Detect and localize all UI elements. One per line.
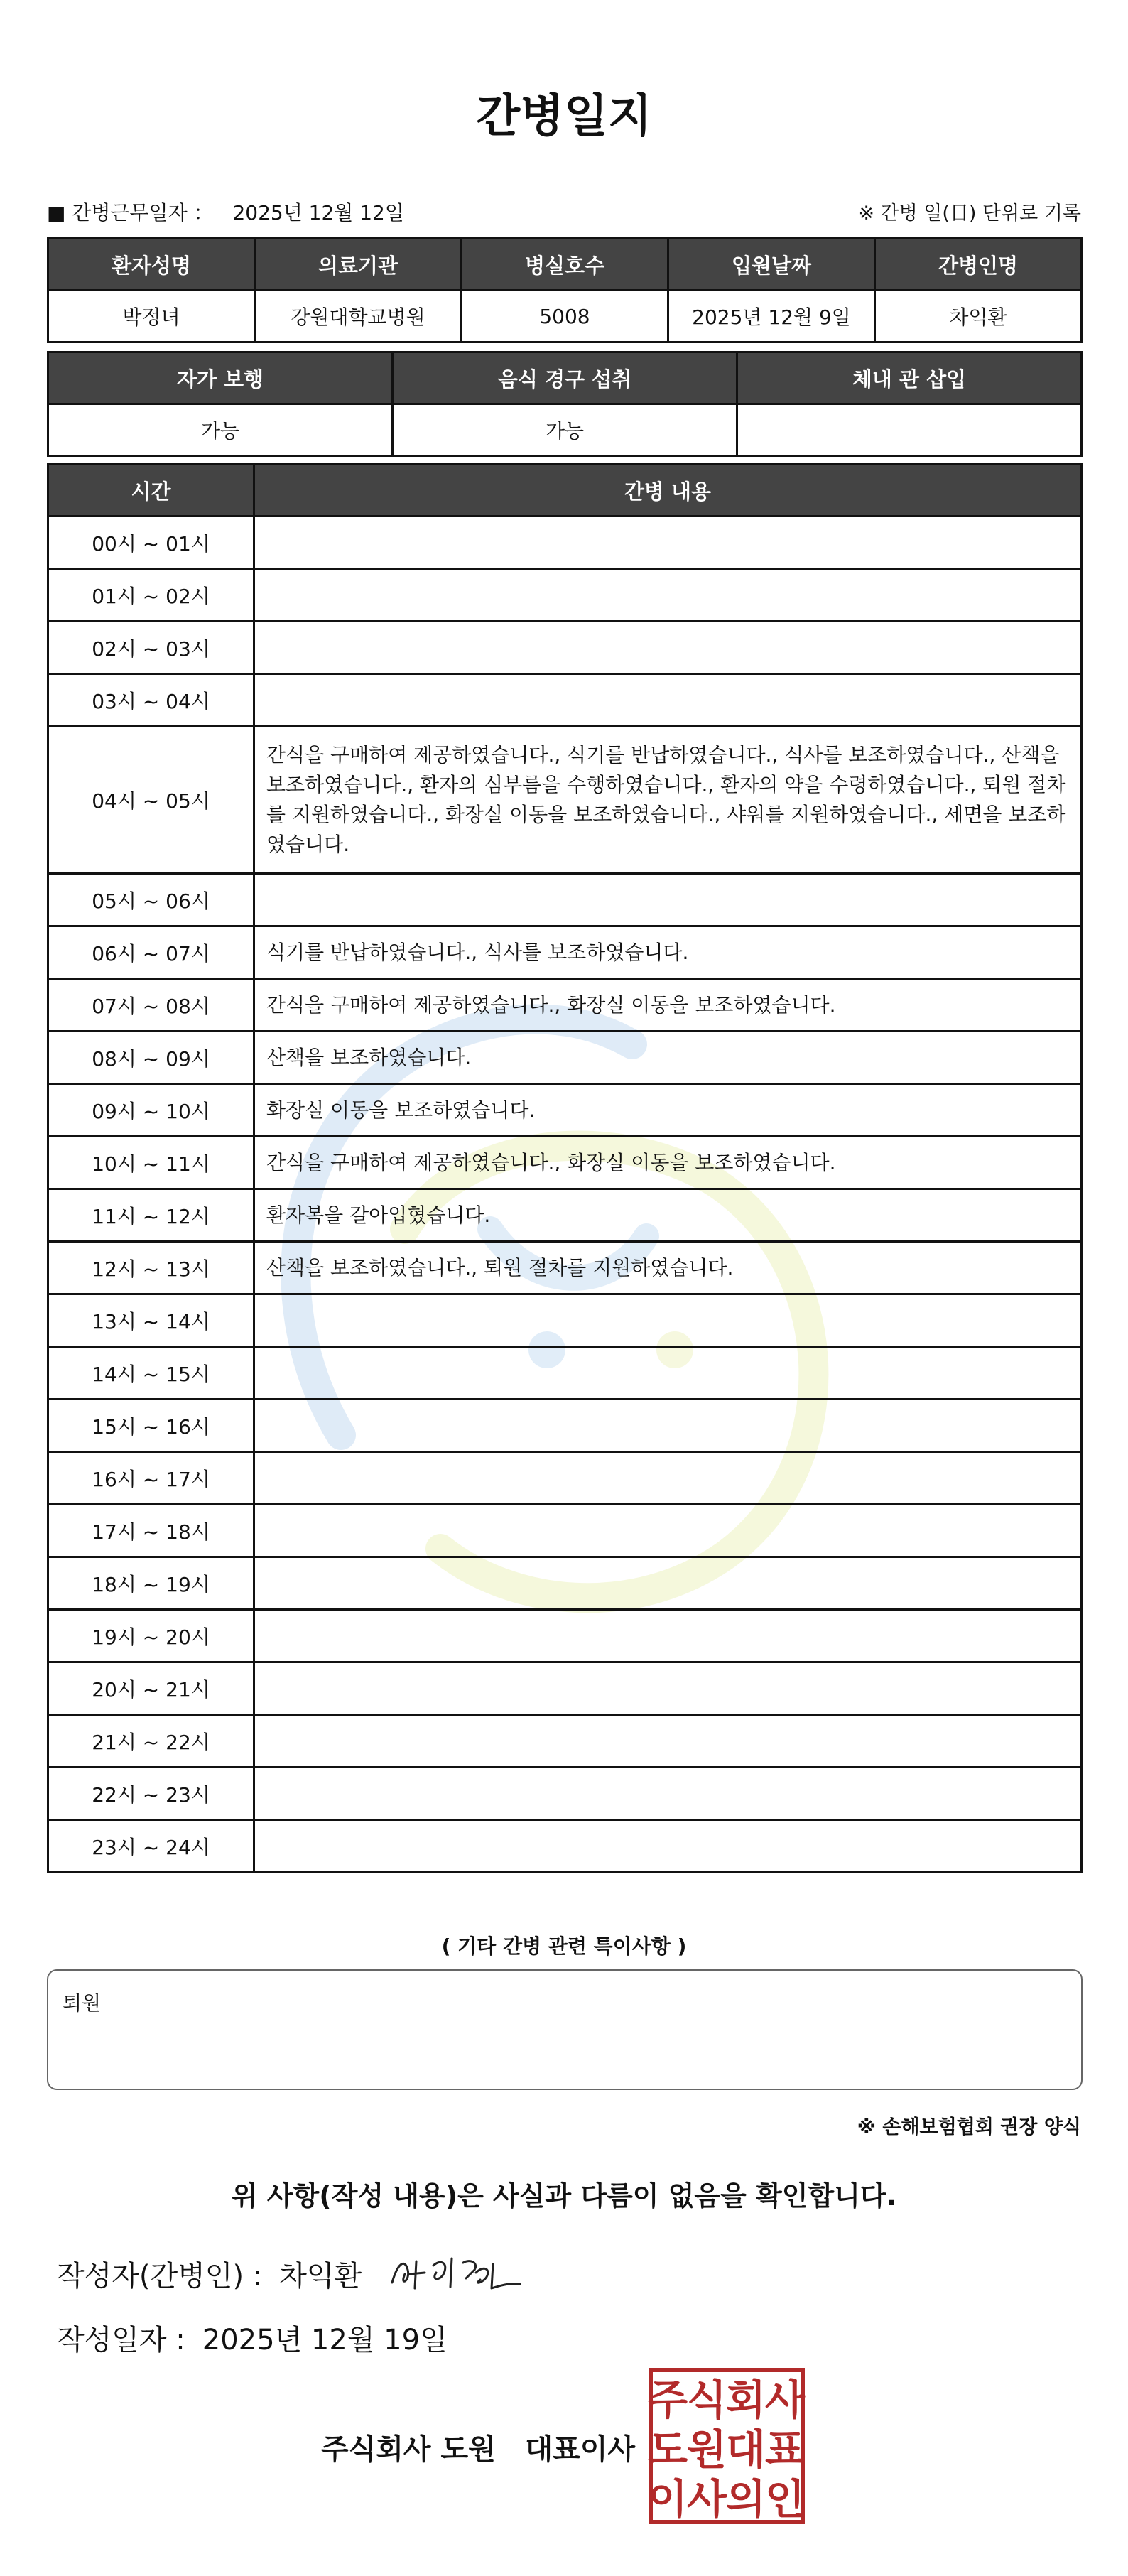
table-row (48, 1505, 1082, 1557)
time-slot: 06시 ~ 07시 (48, 926, 254, 979)
self-walking-value: 가능 (48, 404, 393, 456)
header-care-content: 간병 내용 (254, 465, 1082, 516)
seal-character: 도 (647, 2425, 688, 2474)
time-slot: 01시 ~ 02시 (48, 569, 254, 622)
care-content: 산책을 보조하였습니다. (254, 1032, 1082, 1084)
table-row (48, 1189, 1082, 1242)
time-slot: 04시 ~ 05시 (48, 727, 254, 874)
care-content (254, 1610, 1082, 1662)
care-content (254, 1505, 1082, 1557)
seal-character: 이 (647, 2475, 688, 2523)
care-content: 간식을 구매하여 제공하였습니다., 화장실 이동을 보조하였습니다. (254, 1137, 1082, 1189)
table-row (48, 1610, 1082, 1662)
writer-label: 작성자(간병인) : (57, 2260, 263, 2293)
writer-line (57, 2253, 362, 2294)
time-slot: 10시 ~ 11시 (48, 1137, 254, 1189)
written-date-value: 2025년 12월 19일 (202, 2324, 448, 2356)
time-slot: 23시 ~ 24시 (48, 1820, 254, 1873)
time-slot: 20시 ~ 21시 (48, 1662, 254, 1715)
patient-name: 박정녀 (48, 291, 255, 342)
care-content (254, 674, 1082, 727)
seal-character: 원 (686, 2425, 727, 2474)
time-slot: 21시 ~ 22시 (48, 1715, 254, 1768)
table-row (48, 674, 1082, 727)
care-log-table (47, 463, 1083, 1873)
time-slot: 05시 ~ 06시 (48, 874, 254, 926)
seal-character: 대 (725, 2425, 766, 2474)
care-content: 환자복을 갈아입혔습니다. (254, 1189, 1082, 1242)
room-number: 5008 (462, 291, 668, 342)
time-slot: 14시 ~ 15시 (48, 1347, 254, 1400)
table-row (48, 622, 1082, 674)
seal-character: 회 (725, 2376, 766, 2424)
care-content (254, 516, 1082, 569)
table-row (48, 1294, 1082, 1347)
table-row (48, 1452, 1082, 1505)
time-slot: 00시 ~ 01시 (48, 516, 254, 569)
care-content (254, 622, 1082, 674)
written-date-label: 작성일자 : (57, 2324, 185, 2356)
table-row (48, 1715, 1082, 1768)
care-content: 간식을 구매하여 제공하였습니다., 화장실 이동을 보조하였습니다. (254, 979, 1082, 1032)
care-content (254, 1820, 1082, 1873)
header-tube-insertion: 체내 관 삽입 (737, 352, 1082, 404)
header-self-walking: 자가 보행 (48, 352, 393, 404)
form-note: ※ 손해보험협회 권장 양식 (857, 2116, 1081, 2138)
table-row (48, 1768, 1082, 1820)
table-row (48, 1137, 1082, 1189)
work-date-label: ■ 간병근무일자 ： (47, 201, 214, 224)
unit-note: ※ 간병 일(日) 단위로 기록 (858, 202, 1081, 224)
time-slot: 12시 ~ 13시 (48, 1242, 254, 1294)
care-content: 식기를 반납하였습니다., 식사를 보조하였습니다. (254, 926, 1082, 979)
table-row (48, 1820, 1082, 1873)
header-patient-name: 환자성명 (48, 239, 255, 291)
special-notes-text: 퇴원 (63, 1991, 102, 2015)
table-row (48, 1662, 1082, 1715)
table-row (48, 1032, 1082, 1084)
care-content: 산책을 보조하였습니다., 퇴원 절차를 지원하였습니다. (254, 1242, 1082, 1294)
signature (384, 2241, 526, 2298)
seal-character: 주 (647, 2376, 688, 2424)
company-representative: 주식회사 도원 대표이사 (321, 2433, 636, 2466)
caregiver-name: 차익환 (875, 291, 1082, 342)
table-row (48, 1084, 1082, 1137)
header-oral-intake: 음식 경구 섭취 (393, 352, 737, 404)
document-title: 간병일지 (476, 90, 652, 143)
table-row (48, 1242, 1082, 1294)
care-content: 화장실 이동을 보조하였습니다. (254, 1084, 1082, 1137)
header-time: 시간 (48, 465, 254, 516)
seal-character: 식 (686, 2376, 727, 2424)
table-row (48, 727, 1082, 874)
admission-date: 2025년 12월 9일 (668, 291, 875, 342)
seal-character: 의 (725, 2475, 766, 2523)
care-content (254, 1347, 1082, 1400)
hospital-name: 강원대학교병원 (255, 291, 462, 342)
header-room: 병실호수 (462, 239, 668, 291)
care-content (254, 1557, 1082, 1610)
time-slot: 16시 ~ 17시 (48, 1452, 254, 1505)
care-content (254, 1294, 1082, 1347)
writer-name: 차익환 (279, 2260, 362, 2293)
seal-character: 표 (764, 2425, 806, 2474)
time-slot: 17시 ~ 18시 (48, 1505, 254, 1557)
work-date (47, 197, 404, 226)
time-slot: 13시 ~ 14시 (48, 1294, 254, 1347)
table-row (48, 1400, 1082, 1452)
table-row (48, 516, 1082, 569)
confirmation-statement: 위 사항(작성 내용)은 사실과 다름이 없음을 확인합니다. (231, 2180, 897, 2212)
time-slot: 07시 ~ 08시 (48, 979, 254, 1032)
table-row (48, 874, 1082, 926)
header-admission-date: 입원날짜 (668, 239, 875, 291)
header-caregiver: 간병인명 (875, 239, 1082, 291)
seal-character: 인 (764, 2475, 806, 2523)
special-notes-title: ( 기타 간병 관련 특이사항 ) (441, 1934, 687, 1958)
patient-info-table (47, 237, 1083, 343)
care-content (254, 1662, 1082, 1715)
header-hospital: 의료기관 (255, 239, 462, 291)
time-slot: 08시 ~ 09시 (48, 1032, 254, 1084)
care-content (254, 1715, 1082, 1768)
care-content (254, 569, 1082, 622)
time-slot: 09시 ~ 10시 (48, 1084, 254, 1137)
time-slot: 18시 ~ 19시 (48, 1557, 254, 1610)
time-slot: 15시 ~ 16시 (48, 1400, 254, 1452)
status-table (47, 351, 1083, 457)
care-content (254, 1400, 1082, 1452)
table-row (48, 569, 1082, 622)
table-row (48, 926, 1082, 979)
care-content: 간식을 구매하여 제공하였습니다., 식기를 반납하였습니다., 식사를 보조하였습니다., 산책을 보조하였습니다., 환자의 심부름을 수행하였습니다., 환자의 약을 수령하였습니다., 퇴원 절차를 지원하였습니다., 화장실 이동을 보조하였습니다., 샤워를 지원하였습니다., 세면을 보조하였습니다. (254, 727, 1082, 874)
work-date-value: 2025년 12월 12일 (232, 201, 404, 224)
care-content (254, 1452, 1082, 1505)
tube-insertion-value (737, 404, 1082, 456)
oral-intake-value: 가능 (393, 404, 737, 456)
table-row (48, 1347, 1082, 1400)
time-slot: 02시 ~ 03시 (48, 622, 254, 674)
care-content (254, 874, 1082, 926)
company-seal (646, 2366, 807, 2526)
care-content (254, 1768, 1082, 1820)
table-row (48, 1557, 1082, 1610)
time-slot: 03시 ~ 04시 (48, 674, 254, 727)
written-date-line (57, 2317, 448, 2358)
seal-character: 사 (764, 2376, 806, 2424)
seal-character: 사 (686, 2475, 727, 2523)
time-slot: 22시 ~ 23시 (48, 1768, 254, 1820)
time-slot: 11시 ~ 12시 (48, 1189, 254, 1242)
time-slot: 19시 ~ 20시 (48, 1610, 254, 1662)
special-notes-box (47, 1969, 1083, 2090)
table-row (48, 979, 1082, 1032)
